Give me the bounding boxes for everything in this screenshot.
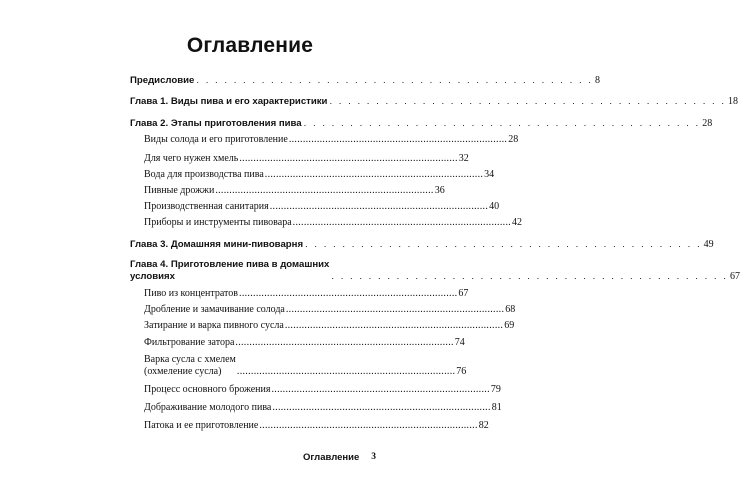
toc-entry-preface <box>130 75 600 87</box>
toc-entry-chapter-3 <box>130 239 714 251</box>
leader-dots: . . . . . . . . . . . . . . . . . . . . . . . . . . . . . . . . . . . . . . . . . . . <box>329 96 727 107</box>
toc-entry-chapter-1 <box>130 96 739 108</box>
leader-dots: .............................................................................. <box>271 384 490 395</box>
footer-section-title: Оглавление <box>303 452 360 463</box>
toc-entry-label: Производственная санитария <box>144 201 269 212</box>
leader-dots: . . . . . . . . . . . . . . . . . . . . . . . . . . . . . . . . . . . . . . . . . . . <box>303 118 701 129</box>
toc-entry-label: Для чего нужен хмель <box>144 153 239 164</box>
toc-entry-label: Глава 2. Этапы приготовления пива <box>130 118 302 129</box>
leader-dots: .............................................................................. <box>239 288 458 299</box>
toc-entry-label: Пиво из концентратов <box>144 288 239 299</box>
toc-entry-page: 79 <box>490 384 501 395</box>
toc-entry-label-line-1: Глава 4. Приготовление пива в домашних <box>130 259 330 270</box>
toc-entry-page: 69 <box>504 320 515 331</box>
leader-dots: .............................................................................. <box>235 337 454 348</box>
leader-dots: .............................................................................. <box>292 217 512 228</box>
leader-dots: . . . . . . . . . . . . . . . . . . . . . . . . . . . . . . . . . . . . . . . . . . . <box>331 271 728 282</box>
toc-entry-section <box>130 420 489 432</box>
toc-entry-section <box>130 288 469 300</box>
toc-entry-page: 18 <box>728 96 739 107</box>
leader-dots: .............................................................................. <box>288 134 508 145</box>
toc-entry-page: 49 <box>703 239 714 250</box>
toc-entry-label-line-2: (охмеление сусла) <box>144 366 222 377</box>
toc-entry-section <box>130 134 519 146</box>
toc-entry-chapter-4 <box>130 259 740 283</box>
toc-entry-page: 42 <box>512 217 523 228</box>
toc-entry-label: Глава 3. Домашняя мини-пивоварня <box>130 239 304 250</box>
toc-entry-label: Вода для производства пива <box>144 169 264 180</box>
toc-entry-page: 74 <box>454 337 465 348</box>
toc-entry-label: Виды солода и его приготовление <box>144 134 288 145</box>
toc-entry-section <box>130 153 469 165</box>
leader-dots: .............................................................................. <box>236 366 456 377</box>
toc-entry-page: 82 <box>478 420 489 431</box>
toc-entry-label: Процесс основного брожения <box>144 384 271 395</box>
leader-dots: .............................................................................. <box>272 402 491 413</box>
toc-entry-page: 32 <box>458 153 469 164</box>
toc-entry-page: 68 <box>505 304 516 315</box>
toc-entry-section <box>130 217 523 229</box>
leader-dots: .............................................................................. <box>264 169 484 180</box>
toc-entry-label: Дробление и замачивание солода <box>144 304 285 315</box>
toc-entry-page: 8 <box>594 75 600 86</box>
toc-entry-label: Патока и ее приготовление <box>144 420 259 431</box>
toc-entry-page: 67 <box>729 271 740 282</box>
toc-entry-label: Приборы и инструменты пивовара <box>144 217 292 228</box>
leader-dots: .............................................................................. <box>239 153 458 164</box>
toc-entry-label <box>130 259 329 283</box>
toc-entry-page: 36 <box>434 185 445 196</box>
leader-dots: .............................................................................. <box>285 304 505 315</box>
toc-entry-page: 40 <box>489 201 500 212</box>
toc-entry-label: Дображивание молодого пива <box>144 402 272 413</box>
toc-entry-label: Предисловие <box>130 75 195 86</box>
toc-entry-label-line-1: Варка сусла с хмелем <box>144 354 236 365</box>
leader-dots: . . . . . . . . . . . . . . . . . . . . . . . . . . . . . . . . . . . . . . . . . . . <box>305 239 702 250</box>
toc-entry-chapter-2 <box>130 118 713 130</box>
toc-entry-page: 76 <box>456 366 467 377</box>
toc-entry-page: 67 <box>458 288 469 299</box>
toc-entry-page: 34 <box>484 169 495 180</box>
toc-entry-label: Фильтрование затора <box>144 337 235 348</box>
toc-entry-label-line-2: условиях <box>130 271 175 282</box>
page-number: 3 <box>371 452 376 462</box>
toc-entry-section <box>130 402 502 414</box>
toc-entry-section <box>130 320 515 332</box>
toc-entry-page: 28 <box>702 118 713 129</box>
toc-entry-page: 81 <box>491 402 502 413</box>
leader-dots: .............................................................................. <box>269 201 489 212</box>
toc-entry-section <box>130 384 501 396</box>
toc-entry-label: Затирание и варка пивного сусла <box>144 320 284 331</box>
toc-entry-section <box>130 169 495 181</box>
toc-entry-label: Глава 1. Виды пива и его характеристики <box>130 96 328 107</box>
leader-dots: .............................................................................. <box>259 420 478 431</box>
toc-entry-page: 28 <box>508 134 519 145</box>
toc-entry-section <box>130 201 500 213</box>
toc-entry-section <box>130 185 445 197</box>
toc-entry-section <box>130 337 465 349</box>
leader-dots: .............................................................................. <box>215 185 434 196</box>
toc-entry-section <box>130 304 516 316</box>
toc-entry-label: Пивные дрожжи <box>144 185 215 196</box>
page-title: Оглавление <box>186 34 314 57</box>
leader-dots: .............................................................................. <box>284 320 504 331</box>
leader-dots: . . . . . . . . . . . . . . . . . . . . . . . . . . . . . . . . . . . . . . . . . . . <box>196 75 593 86</box>
toc-entry-section <box>130 354 467 378</box>
toc-entry-label <box>144 354 236 378</box>
running-footer <box>303 452 376 463</box>
